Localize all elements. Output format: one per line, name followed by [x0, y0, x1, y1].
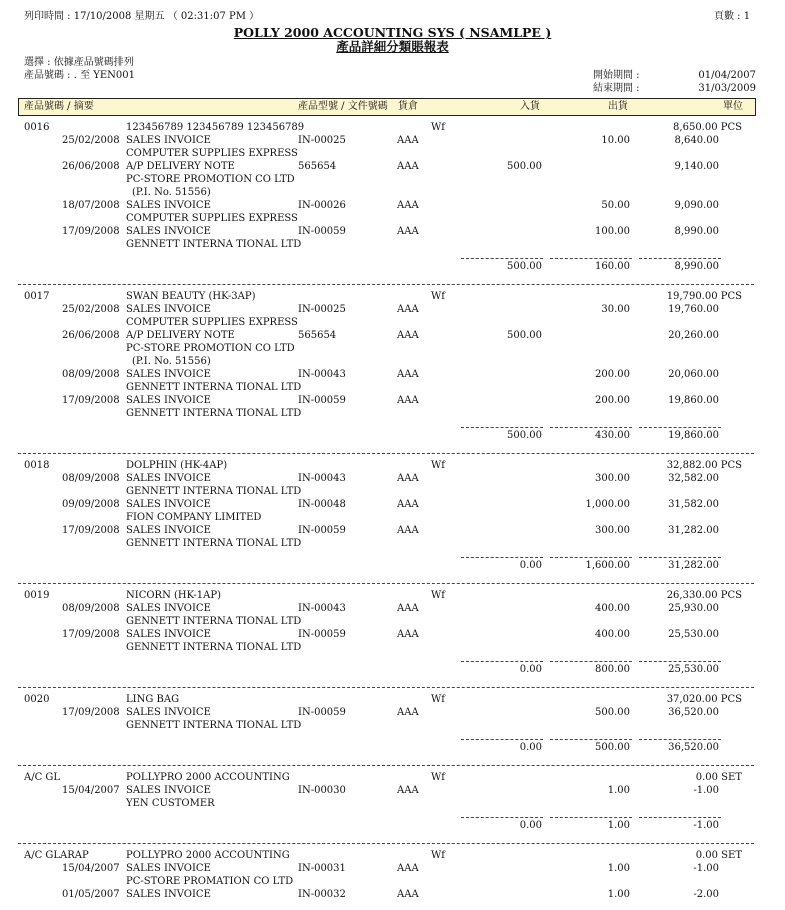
opening-balance: 32,882.00 PCS — [666, 460, 742, 471]
entry-party: GENNETT INTERNA TIONAL LTD — [126, 486, 302, 497]
subtotal-rule-balance — [639, 817, 721, 818]
entry-in-qty: 500.00 — [507, 161, 542, 172]
col-product: 產品號碼 / 摘要 — [24, 101, 94, 112]
entry-party: FION COMPANY LIMITED — [126, 512, 262, 523]
entry-type: SALES INVOICE — [126, 889, 211, 900]
subtotal-rule-in — [461, 557, 543, 558]
col-in: 入貨 — [520, 101, 540, 112]
entry-date: 25/02/2008 — [62, 304, 120, 315]
entry-party: PC-STORE PROMATION CO LTD — [126, 876, 294, 887]
entry-date: 18/07/2008 — [62, 200, 120, 211]
entry-party: PC-STORE PROMOTION CO LTD — [126, 343, 295, 354]
entry-party: YEN CUSTOMER — [126, 798, 215, 809]
entry-doc-number: IN-00048 — [298, 499, 346, 510]
entry-date: 17/09/2008 — [62, 629, 120, 640]
subtotal-rule-balance — [639, 557, 721, 558]
entry-store: AAA — [397, 161, 419, 172]
entry-type: SALES INVOICE — [126, 395, 211, 406]
entry-reference: (P.I. No. 51556) — [132, 356, 211, 367]
entry-date: 08/09/2008 — [62, 603, 120, 614]
opening-balance: 8,650.00 PCS — [673, 122, 742, 133]
product-name: POLLYPRO 2000 ACCOUNTING — [126, 850, 290, 861]
entry-doc-number: IN-00059 — [298, 525, 346, 536]
subtotal-rule-balance — [639, 739, 721, 740]
selection-criteria: 選擇 : 依據產品號碼排列 — [24, 57, 134, 68]
entry-party: PC-STORE PROMOTION CO LTD — [126, 174, 295, 185]
entry-balance: 36,520.00 — [668, 707, 719, 718]
total-in: 0.00 — [519, 560, 542, 571]
entry-date: 08/09/2008 — [62, 473, 120, 484]
entry-date: 17/09/2008 — [62, 707, 120, 718]
entry-type: SALES INVOICE — [126, 304, 211, 315]
entry-out-qty: 300.00 — [595, 525, 630, 536]
entry-balance: 8,990.00 — [674, 226, 719, 237]
entry-doc-number: 565654 — [298, 330, 337, 341]
entry-party: GENNETT INTERNA TIONAL LTD — [126, 720, 302, 731]
total-out: 1.00 — [607, 820, 630, 831]
entry-balance: 19,760.00 — [668, 304, 719, 315]
total-in: 500.00 — [507, 430, 542, 441]
group-separator — [18, 687, 754, 688]
subtotal-rule-balance — [639, 427, 721, 428]
report-subtitle: 產品詳細分類賬報表 — [336, 39, 449, 54]
product-warehouse: Wf — [431, 850, 445, 861]
entry-out-qty: 500.00 — [595, 707, 630, 718]
product-range: 產品號碼 : . 至 YEN001 — [24, 70, 136, 81]
total-balance: 8,990.00 — [674, 261, 719, 272]
entry-date: 15/04/2007 — [62, 863, 120, 874]
total-in: 0.00 — [519, 742, 542, 753]
entry-party: GENNETT INTERNA TIONAL LTD — [126, 239, 302, 250]
entry-reference: (P.I. No. 51556) — [132, 187, 211, 198]
subtotal-rule-in — [461, 661, 543, 662]
total-out: 800.00 — [595, 664, 630, 675]
end-period-label: 結束期間 : — [593, 83, 640, 94]
group-separator — [18, 843, 754, 844]
entry-doc-number: 565654 — [298, 161, 337, 172]
total-out: 500.00 — [595, 742, 630, 753]
entry-party: COMPUTER SUPPLIES EXPRESS — [126, 213, 298, 224]
entry-doc-number: IN-00059 — [298, 226, 346, 237]
subtotal-rule-in — [461, 258, 543, 259]
report-title: POLLY 2000 ACCOUNTING SYS ( NSAMLPE ) — [233, 25, 552, 40]
total-in: 500.00 — [507, 261, 542, 272]
entry-party: GENNETT INTERNA TIONAL LTD — [126, 616, 302, 627]
entry-date: 26/06/2008 — [62, 330, 120, 341]
total-balance: 19,860.00 — [668, 430, 719, 441]
entry-party: GENNETT INTERNA TIONAL LTD — [126, 642, 302, 653]
entry-party: COMPUTER SUPPLIES EXPRESS — [126, 317, 298, 328]
entry-store: AAA — [397, 330, 419, 341]
entry-store: AAA — [397, 785, 419, 796]
total-out: 1,600.00 — [585, 560, 630, 571]
entry-doc-number: IN-00059 — [298, 629, 346, 640]
print-time: 列印時間 : 17/10/2008 星期五 （ 02:31:07 PM ） — [24, 11, 260, 22]
entry-type: SALES INVOICE — [126, 785, 211, 796]
entry-store: AAA — [397, 889, 419, 900]
entry-type: SALES INVOICE — [126, 603, 211, 614]
entry-store: AAA — [397, 603, 419, 614]
subtotal-rule-out — [550, 739, 632, 740]
entry-date: 25/02/2008 — [62, 135, 120, 146]
product-warehouse: Wf — [431, 291, 445, 302]
opening-balance: 26,330.00 PCS — [666, 590, 742, 601]
entry-doc-number: IN-00043 — [298, 369, 346, 380]
product-name: 123456789 123456789 123456789 — [126, 122, 305, 133]
group-separator — [18, 453, 754, 454]
entry-type: SALES INVOICE — [126, 473, 211, 484]
total-out: 430.00 — [595, 430, 630, 441]
entry-store: AAA — [397, 473, 419, 484]
subtotal-rule-out — [550, 817, 632, 818]
entry-party: GENNETT INTERNA TIONAL LTD — [126, 382, 302, 393]
entry-balance: 20,060.00 — [668, 369, 719, 380]
entry-balance: 31,282.00 — [668, 525, 719, 536]
entry-type: SALES INVOICE — [126, 499, 211, 510]
entry-doc-number: IN-00025 — [298, 135, 346, 146]
entry-balance: 31,582.00 — [668, 499, 719, 510]
entry-store: AAA — [397, 707, 419, 718]
opening-balance: 37,020.00 PCS — [666, 694, 742, 705]
group-separator — [18, 583, 754, 584]
group-separator — [18, 765, 754, 766]
subtotal-rule-balance — [639, 258, 721, 259]
entry-balance: 20,260.00 — [668, 330, 719, 341]
entry-store: AAA — [397, 200, 419, 211]
entry-type: A/P DELIVERY NOTE — [126, 161, 235, 172]
entry-doc-number: IN-00026 — [298, 200, 346, 211]
subtotal-rule-out — [550, 557, 632, 558]
entry-doc-number: IN-00059 — [298, 707, 346, 718]
entry-balance: 19,860.00 — [668, 395, 719, 406]
entry-out-qty: 10.00 — [601, 135, 630, 146]
entry-doc-number: IN-00025 — [298, 304, 346, 315]
subtotal-rule-out — [550, 661, 632, 662]
entry-store: AAA — [397, 304, 419, 315]
col-out: 出貨 — [608, 101, 628, 112]
entry-out-qty: 30.00 — [601, 304, 630, 315]
total-in: 0.00 — [519, 820, 542, 831]
entry-store: AAA — [397, 629, 419, 640]
product-warehouse: Wf — [431, 694, 445, 705]
opening-balance: 19,790.00 PCS — [666, 291, 742, 302]
start-period-label: 開始期間 : — [593, 70, 640, 81]
product-code: 0019 — [24, 590, 50, 601]
product-code: 0017 — [24, 291, 50, 302]
product-name: SWAN BEAUTY (HK-3AP) — [126, 291, 256, 302]
product-name: DOLPHIN (HK-4AP) — [126, 460, 228, 471]
entry-balance: 9,090.00 — [674, 200, 719, 211]
col-type-doc: 產品型號 / 文件號碼 — [298, 101, 388, 112]
entry-store: AAA — [397, 135, 419, 146]
entry-doc-number: IN-00059 — [298, 395, 346, 406]
entry-doc-number: IN-00043 — [298, 603, 346, 614]
entry-balance: -1.00 — [693, 785, 719, 796]
entry-store: AAA — [397, 525, 419, 536]
entry-type: SALES INVOICE — [126, 200, 211, 211]
entry-type: SALES INVOICE — [126, 135, 211, 146]
entry-party: COMPUTER SUPPLIES EXPRESS — [126, 148, 298, 159]
entry-out-qty: 1,000.00 — [585, 499, 630, 510]
entry-date: 08/09/2008 — [62, 369, 120, 380]
product-warehouse: Wf — [431, 460, 445, 471]
subtotal-rule-in — [461, 739, 543, 740]
entry-store: AAA — [397, 226, 419, 237]
entry-type: SALES INVOICE — [126, 629, 211, 640]
entry-balance: -1.00 — [693, 863, 719, 874]
entry-store: AAA — [397, 369, 419, 380]
entry-out-qty: 1.00 — [607, 863, 630, 874]
entry-doc-number: IN-00032 — [298, 889, 346, 900]
subtotal-rule-in — [461, 817, 543, 818]
entry-date: 15/04/2007 — [62, 785, 120, 796]
entry-out-qty: 400.00 — [595, 603, 630, 614]
entry-type: SALES INVOICE — [126, 525, 211, 536]
group-separator — [18, 284, 754, 285]
page-number: 頁數 : 1 — [714, 11, 751, 22]
col-warehouse: 貨倉 — [398, 101, 418, 112]
entry-type: SALES INVOICE — [126, 226, 211, 237]
subtotal-rule-out — [550, 427, 632, 428]
entry-store: AAA — [397, 863, 419, 874]
entry-party: GENNETT INTERNA TIONAL LTD — [126, 408, 302, 419]
entry-date: 17/09/2008 — [62, 525, 120, 536]
opening-balance: 0.00 SET — [695, 772, 742, 783]
entry-out-qty: 300.00 — [595, 473, 630, 484]
entry-out-qty: 50.00 — [601, 200, 630, 211]
entry-date: 17/09/2008 — [62, 395, 120, 406]
entry-doc-number: IN-00030 — [298, 785, 346, 796]
total-balance: 36,520.00 — [668, 742, 719, 753]
entry-balance: 9,140.00 — [674, 161, 719, 172]
entry-date: 17/09/2008 — [62, 226, 120, 237]
product-warehouse: Wf — [431, 590, 445, 601]
entry-doc-number: IN-00043 — [298, 473, 346, 484]
product-code: 0018 — [24, 460, 50, 471]
product-name: POLLYPRO 2000 ACCOUNTING — [126, 772, 290, 783]
subtotal-rule-out — [550, 258, 632, 259]
entry-store: AAA — [397, 499, 419, 510]
entry-balance: 32,582.00 — [668, 473, 719, 484]
product-code: A/C GL — [24, 772, 61, 783]
entry-store: AAA — [397, 395, 419, 406]
start-period-date: 01/04/2007 — [698, 70, 756, 81]
entry-out-qty: 200.00 — [595, 369, 630, 380]
product-code: A/C GLARAP — [24, 850, 89, 861]
total-balance: 31,282.00 — [668, 560, 719, 571]
entry-balance: 25,930.00 — [668, 603, 719, 614]
entry-balance: 8,640.00 — [674, 135, 719, 146]
product-name: NICORN (HK-1AP) — [126, 590, 221, 601]
total-out: 160.00 — [595, 261, 630, 272]
entry-party: GENNETT INTERNA TIONAL LTD — [126, 538, 302, 549]
end-period-date: 31/03/2009 — [698, 83, 756, 94]
entry-in-qty: 500.00 — [507, 330, 542, 341]
product-name: LING BAG — [126, 694, 180, 705]
entry-out-qty: 1.00 — [607, 889, 630, 900]
entry-out-qty: 100.00 — [595, 226, 630, 237]
subtotal-rule-in — [461, 427, 543, 428]
subtotal-rule-balance — [639, 661, 721, 662]
product-warehouse: Wf — [431, 772, 445, 783]
col-unit: 單位 — [723, 101, 743, 112]
product-code: 0016 — [24, 122, 50, 133]
entry-date: 26/06/2008 — [62, 161, 120, 172]
entry-out-qty: 200.00 — [595, 395, 630, 406]
entry-balance: -2.00 — [693, 889, 719, 900]
entry-type: SALES INVOICE — [126, 369, 211, 380]
entry-balance: 25,530.00 — [668, 629, 719, 640]
entry-out-qty: 1.00 — [607, 785, 630, 796]
entry-type: SALES INVOICE — [126, 707, 211, 718]
entry-type: A/P DELIVERY NOTE — [126, 330, 235, 341]
total-balance: 25,530.00 — [668, 664, 719, 675]
entry-date: 01/05/2007 — [62, 889, 120, 900]
entry-doc-number: IN-00031 — [298, 863, 346, 874]
total-in: 0.00 — [519, 664, 542, 675]
total-balance: -1.00 — [693, 820, 719, 831]
entry-type: SALES INVOICE — [126, 863, 211, 874]
product-warehouse: Wf — [431, 122, 445, 133]
product-code: 0020 — [24, 694, 50, 705]
entry-out-qty: 400.00 — [595, 629, 630, 640]
entry-date: 09/09/2008 — [62, 499, 120, 510]
opening-balance: 0.00 SET — [695, 850, 742, 861]
